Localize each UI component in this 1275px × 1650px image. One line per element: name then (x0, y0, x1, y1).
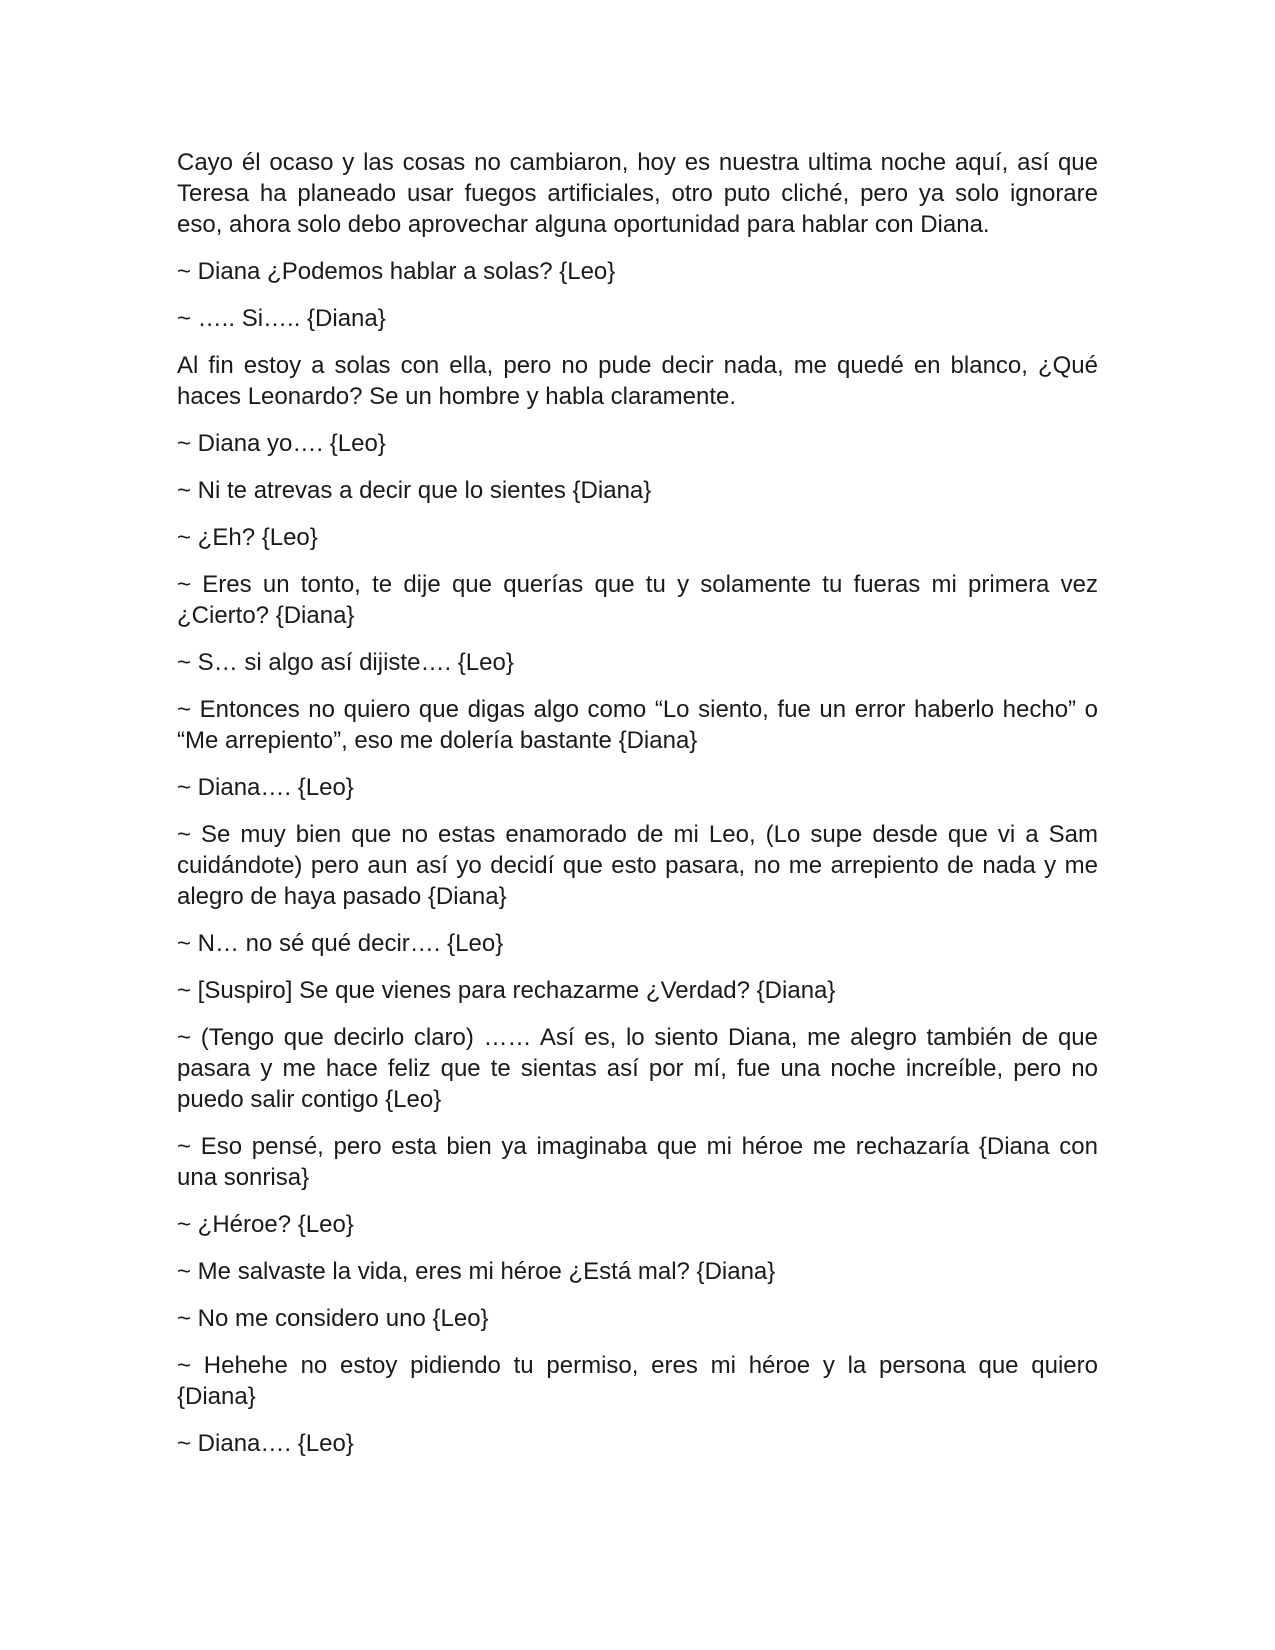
dialogue-line: ~ Ni te atrevas a decir que lo sientes {Diana} (177, 477, 652, 504)
document-body (177, 147, 1098, 1475)
dialogue-line: ~ Me salvaste la vida, eres mi héroe ¿Está mal? {Diana} (177, 1258, 776, 1285)
dialogue-line: ~ (Tengo que decirlo claro) …… Así es, lo siento Diana, me alegro también de que pasara y me hace feliz que te sientas así por mí, fue una noche increíble, pero no puedo salir contigo {Leo} (177, 1024, 1098, 1113)
dialogue-line: ~ Hehehe no estoy pidiendo tu permiso, eres mi héroe y la persona que quiero {Diana} (177, 1352, 1098, 1410)
dialogue-line: ~ [Suspiro] Se que vienes para rechazarme ¿Verdad? {Diana} (177, 977, 836, 1004)
narration-paragraph: Cayo él ocaso y las cosas no cambiaron, hoy es nuestra ultima noche aquí, así que Teresa ha planeado usar fuegos artificiales, otro puto cliché, pero ya solo ignorare eso, ahora solo debo aprovechar alguna oportunidad para hablar con Diana. (177, 149, 1098, 238)
dialogue-line: ~ ¿Eh? {Leo} (177, 524, 318, 551)
dialogue-line: ~ ¿Héroe? {Leo} (177, 1211, 354, 1238)
dialogue-line: ~ Eso pensé, pero esta bien ya imaginaba que mi héroe me rechazaría {Diana con una sonrisa} (177, 1133, 1098, 1191)
narration-paragraph: Al fin estoy a solas con ella, pero no pude decir nada, me quedé en blanco, ¿Qué haces Leonardo? Se un hombre y habla claramente. (177, 352, 1098, 410)
dialogue-line: ~ N… no sé qué decir…. {Leo} (177, 930, 504, 957)
dialogue-line: ~ Diana ¿Podemos hablar a solas? {Leo} (177, 258, 616, 285)
dialogue-line: ~ Se muy bien que no estas enamorado de mi Leo, (Lo supe desde que vi a Sam cuidándote) pero aun así yo decidí que esto pasara, no me arrepiento de nada y me alegro de haya pasado {Diana} (177, 821, 1098, 910)
dialogue-line: ~ No me considero uno {Leo} (177, 1305, 489, 1332)
dialogue-line: ~ Diana…. {Leo} (177, 1430, 354, 1457)
dialogue-line: ~ Eres un tonto, te dije que querías que tu y solamente tu fueras mi primera vez ¿Cierto? {Diana} (177, 571, 1098, 629)
dialogue-line: ~ Diana…. {Leo} (177, 774, 354, 801)
dialogue-line: ~ S… si algo así dijiste…. {Leo} (177, 649, 514, 676)
dialogue-line: ~ Entonces no quiero que digas algo como “Lo siento, fue un error haberlo hecho” o “Me arrepiento”, eso me dolería bastante {Diana} (177, 696, 1098, 754)
dialogue-line: ~ ….. Si….. {Diana} (177, 305, 386, 332)
dialogue-line: ~ Diana yo…. {Leo} (177, 430, 386, 457)
